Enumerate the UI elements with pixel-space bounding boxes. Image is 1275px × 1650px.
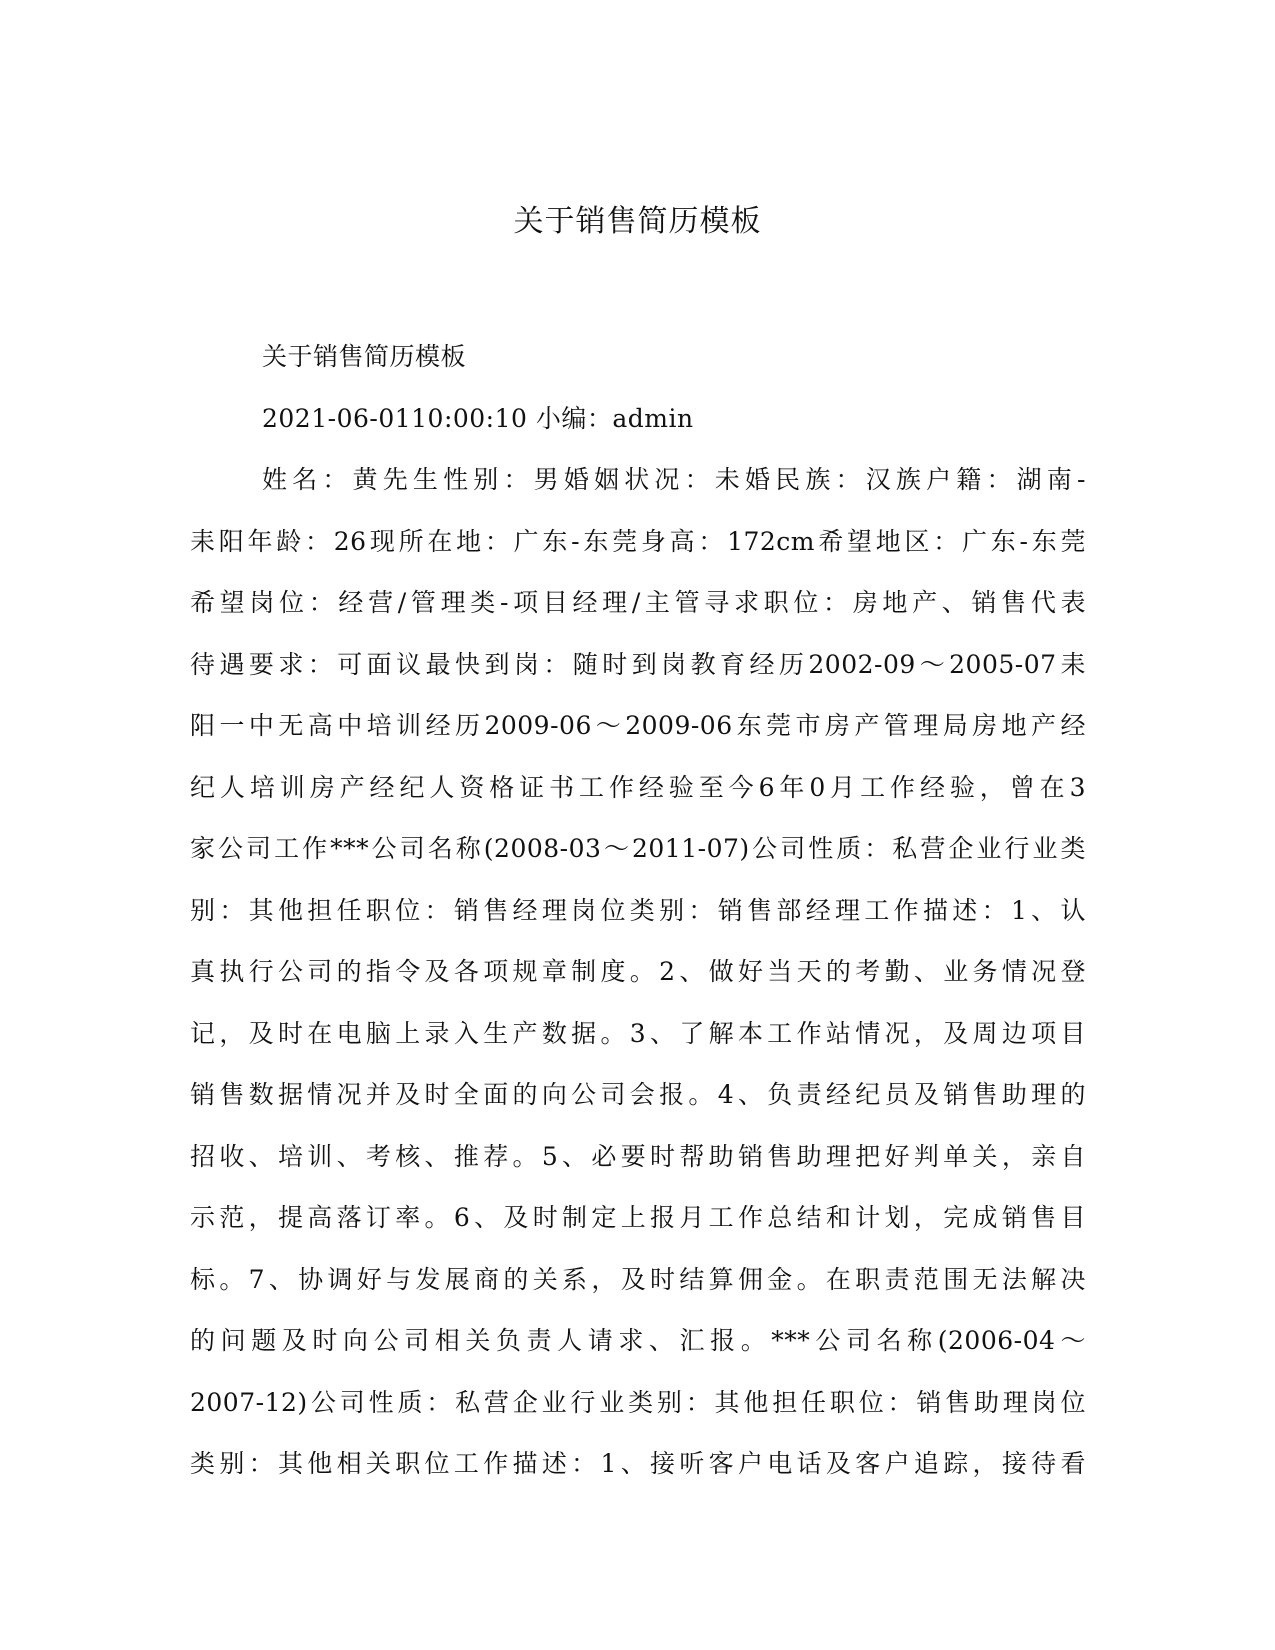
body-line: 销售数据情况并及时全面的向公司会报。4、负责经纪员及销售助理的 xyxy=(190,1080,1086,1109)
body-line: 真执行公司的指令及各项规章制度。2、做好当天的考勤、业务情况登 xyxy=(190,957,1086,986)
body-line: 别：其他担任职位：销售经理岗位类别：销售部经理工作描述：1、认 xyxy=(190,895,1086,925)
document-body xyxy=(190,326,1086,1495)
body-line: 希望岗位：经营/管理类-项目经理/主管寻求职位：房地产、销售代表 xyxy=(190,588,1086,617)
document-subtitle: 关于销售简历模板 xyxy=(262,342,467,371)
body-line: 纪人培训房产经纪人资格证书工作经验至今6年0月工作经验，曾在3 xyxy=(190,772,1086,802)
body-line: 家公司工作***公司名称(2008-03～2011-07)公司性质：私营企业行业类 xyxy=(190,834,1086,863)
body-line: 阳一中无高中培训经历2009-06～2009-06东莞市房产管理局房地产经 xyxy=(190,711,1086,740)
body-line: 的问题及时向公司相关负责人请求、汇报。***公司名称(2006-04～ xyxy=(190,1326,1086,1355)
body-line: 类别：其他相关职位工作描述：1、接听客户电话及客户追踪，接待看 xyxy=(190,1449,1086,1478)
body-line: 耒阳年龄：26现所在地：广东-东莞身高：172cm希望地区：广东-东莞 xyxy=(190,526,1086,556)
body-line: 示范，提高落订率。6、及时制定上报月工作总结和计划，完成销售目 xyxy=(190,1203,1086,1232)
body-line: 姓名：黄先生性别：男婚姻状况：未婚民族：汉族户籍：湖南- xyxy=(262,465,1086,494)
document-title: 关于销售简历模板 xyxy=(513,204,762,239)
body-line: 2007-12)公司性质：私营企业行业类别：其他担任职位：销售助理岗位 xyxy=(190,1387,1086,1417)
body-line: 标。7、协调好与发展商的关系，及时结算佣金。在职责范围无法解决 xyxy=(190,1264,1086,1294)
body-line: 记，及时在电脑上录入生产数据。3、了解本工作站情况，及周边项目 xyxy=(190,1018,1086,1048)
document-meta-line: 2021-06-0110:00:10 小编：admin xyxy=(262,403,694,433)
body-line: 待遇要求：可面议最快到岗：随时到岗教育经历2002-09～2005-07耒 xyxy=(190,649,1086,679)
body-line: 招收、培训、考核、推荐。5、必要时帮助销售助理把好判单关，亲自 xyxy=(190,1141,1086,1171)
